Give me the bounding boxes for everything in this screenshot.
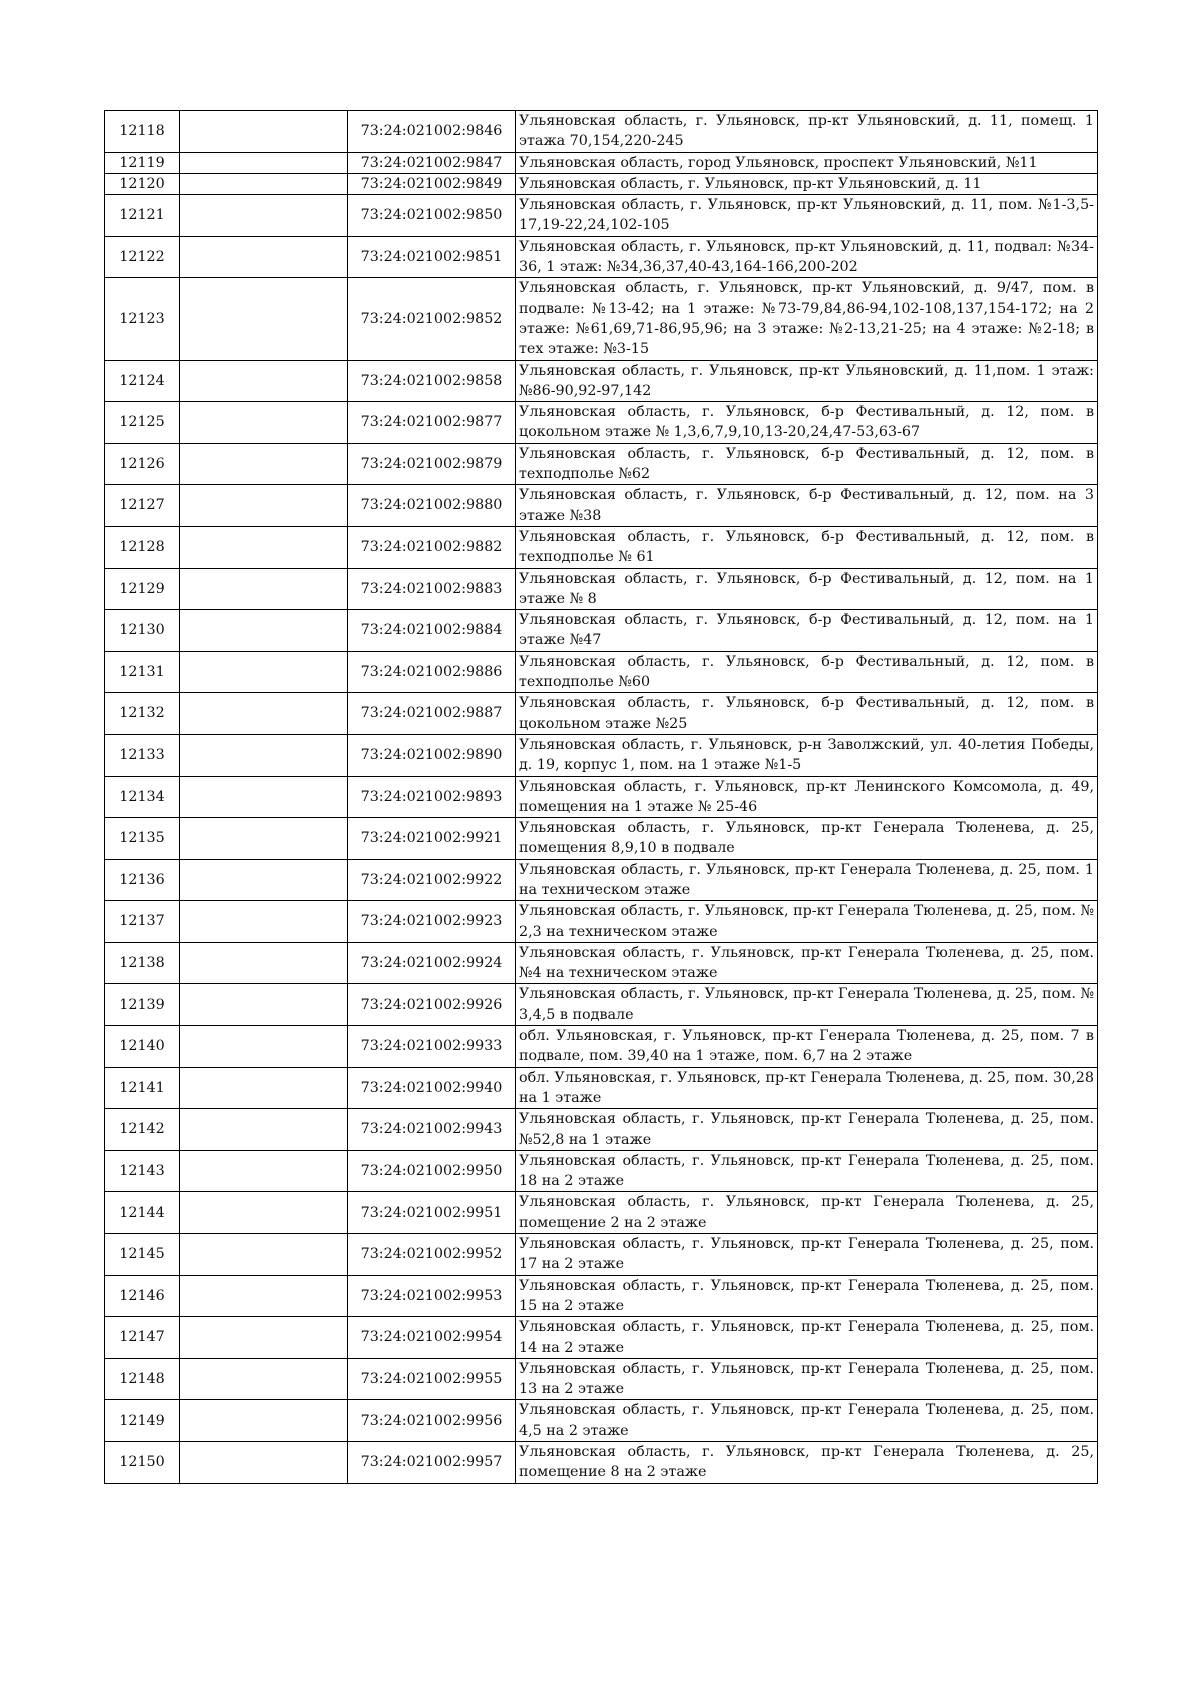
row-number-cell: 12120 xyxy=(105,173,180,194)
address-cell: Ульяновская область, г. Ульяновск, б-р Фестивальный, д. 12, пом. на 1 этаже № 8 xyxy=(516,568,1098,610)
cadastral-number-cell: 73:24:021002:9955 xyxy=(348,1358,516,1400)
object-name-cell xyxy=(180,1067,348,1109)
object-name-cell xyxy=(180,443,348,485)
object-name-cell xyxy=(180,693,348,735)
cadastral-number-cell: 73:24:021002:9879 xyxy=(348,443,516,485)
object-name-cell xyxy=(180,776,348,818)
cadastral-number-cell: 73:24:021002:9952 xyxy=(348,1234,516,1276)
address-cell: Ульяновская область, г. Ульяновск, б-р Фестивальный, д. 12, пом. на 3 этаже №38 xyxy=(516,485,1098,527)
table-row xyxy=(105,1234,1098,1276)
row-number-cell: 12119 xyxy=(105,152,180,173)
row-number-cell: 12133 xyxy=(105,734,180,776)
cadastral-number-cell: 73:24:021002:9846 xyxy=(348,111,516,153)
address-cell: Ульяновская область, г. Ульяновск, пр-кт Генерала Тюленева, д. 25, пом. №4 на техническом этаже xyxy=(516,942,1098,984)
table-row xyxy=(105,1067,1098,1109)
address-cell: Ульяновская область, г. Ульяновск, б-р Фестивальный, д. 12, пом. в техподполье № 61 xyxy=(516,526,1098,568)
cadastral-number-cell: 73:24:021002:9893 xyxy=(348,776,516,818)
table-row xyxy=(105,526,1098,568)
address-cell: Ульяновская область, г. Ульяновск, пр-кт Ульяновский, д. 11,пом. 1 этаж: №86-90,92-97,142 xyxy=(516,360,1098,402)
object-name-cell xyxy=(180,734,348,776)
table-row xyxy=(105,1150,1098,1192)
address-cell: Ульяновская область, г. Ульяновск, пр-кт Ульяновский, д. 11 xyxy=(516,173,1098,194)
object-name-cell xyxy=(180,402,348,444)
address-cell: Ульяновская область, г. Ульяновск, пр-кт Ульяновский, д. 11, подвал: №34-36, 1 этаж: №34,36,37,40-43,164-166,200-202 xyxy=(516,236,1098,278)
address-cell: Ульяновская область, г. Ульяновск, б-р Фестивальный, д. 12, пом. в техподполье №60 xyxy=(516,651,1098,693)
row-number-cell: 12135 xyxy=(105,818,180,860)
object-name-cell xyxy=(180,859,348,901)
object-name-cell xyxy=(180,1192,348,1234)
row-number-cell: 12144 xyxy=(105,1192,180,1234)
cadastral-number-cell: 73:24:021002:9951 xyxy=(348,1192,516,1234)
object-name-cell xyxy=(180,901,348,943)
cadastral-number-cell: 73:24:021002:9882 xyxy=(348,526,516,568)
row-number-cell: 12150 xyxy=(105,1442,180,1484)
table-row xyxy=(105,1275,1098,1317)
cadastral-number-cell: 73:24:021002:9877 xyxy=(348,402,516,444)
row-number-cell: 12141 xyxy=(105,1067,180,1109)
table-row xyxy=(105,1317,1098,1359)
address-cell: Ульяновская область, г. Ульяновск, пр-кт Генерала Тюленева, д. 25, пом. № 3,4,5 в подвале xyxy=(516,984,1098,1026)
cadastral-number-cell: 73:24:021002:9922 xyxy=(348,859,516,901)
cadastral-number-cell: 73:24:021002:9940 xyxy=(348,1067,516,1109)
row-number-cell: 12140 xyxy=(105,1026,180,1068)
address-cell: Ульяновская область, г. Ульяновск, пр-кт Ульяновский, д. 11, пом. №1-3,5-17,19-22,24,102-105 xyxy=(516,195,1098,237)
cadastral-number-cell: 73:24:021002:9880 xyxy=(348,485,516,527)
object-name-cell xyxy=(180,195,348,237)
address-cell: Ульяновская область, г. Ульяновск, пр-кт Ульяновский, д. 9/47, пом. в подвале: №13-42; на 1 этаже: №73-79,84,86-94,102-108,137,154-172; на 2 этаже: №61,69,71-86,95,96; на 3 этаже: №2-13,21-25; на 4 этаже: №2-18; в тех этаже: №3-15 xyxy=(516,278,1098,360)
cadastral-number-cell: 73:24:021002:9851 xyxy=(348,236,516,278)
object-name-cell xyxy=(180,651,348,693)
row-number-cell: 12124 xyxy=(105,360,180,402)
address-cell: Ульяновская область, г. Ульяновск, пр-кт Генерала Тюленева, д. 25, пом. 18 на 2 этаже xyxy=(516,1150,1098,1192)
row-number-cell: 12145 xyxy=(105,1234,180,1276)
cadastral-number-cell: 73:24:021002:9943 xyxy=(348,1109,516,1151)
row-number-cell: 12143 xyxy=(105,1150,180,1192)
row-number-cell: 12123 xyxy=(105,278,180,360)
cadastral-number-cell: 73:24:021002:9884 xyxy=(348,610,516,652)
table-row xyxy=(105,485,1098,527)
address-cell: Ульяновская область, город Ульяновск, проспект Ульяновский, №11 xyxy=(516,152,1098,173)
table-row xyxy=(105,402,1098,444)
row-number-cell: 12129 xyxy=(105,568,180,610)
row-number-cell: 12147 xyxy=(105,1317,180,1359)
object-name-cell xyxy=(180,1026,348,1068)
table-row xyxy=(105,360,1098,402)
object-name-cell xyxy=(180,485,348,527)
table-row xyxy=(105,1192,1098,1234)
cadastral-number-cell: 73:24:021002:9950 xyxy=(348,1150,516,1192)
table-row xyxy=(105,1442,1098,1484)
cadastral-number-cell: 73:24:021002:9849 xyxy=(348,173,516,194)
row-number-cell: 12126 xyxy=(105,443,180,485)
table-row xyxy=(105,443,1098,485)
row-number-cell: 12118 xyxy=(105,111,180,153)
row-number-cell: 12127 xyxy=(105,485,180,527)
table-body xyxy=(105,111,1098,1484)
address-cell: Ульяновская область, г. Ульяновск, пр-кт Генерала Тюленева, д. 25, пом. 1 на техническом этаже xyxy=(516,859,1098,901)
table-row xyxy=(105,236,1098,278)
table-row xyxy=(105,278,1098,360)
object-name-cell xyxy=(180,1234,348,1276)
address-cell: Ульяновская область, г. Ульяновск, б-р Фестивальный, д. 12, пом. на 1 этаже №47 xyxy=(516,610,1098,652)
object-name-cell xyxy=(180,152,348,173)
row-number-cell: 12131 xyxy=(105,651,180,693)
property-register-table xyxy=(104,110,1098,1484)
cadastral-number-cell: 73:24:021002:9957 xyxy=(348,1442,516,1484)
cadastral-number-cell: 73:24:021002:9852 xyxy=(348,278,516,360)
address-cell: Ульяновская область, г. Ульяновск, пр-кт Генерала Тюленева, д. 25, пом. 13 на 2 этаже xyxy=(516,1358,1098,1400)
address-cell: Ульяновская область, г. Ульяновск, пр-кт Генерала Тюленева, д. 25, пом. 14 на 2 этаже xyxy=(516,1317,1098,1359)
object-name-cell xyxy=(180,1109,348,1151)
address-cell: Ульяновская область, г. Ульяновск, б-р Фестивальный, д. 12, пом. в цокольном этаже №25 xyxy=(516,693,1098,735)
cadastral-number-cell: 73:24:021002:9921 xyxy=(348,818,516,860)
table-row xyxy=(105,1400,1098,1442)
cadastral-number-cell: 73:24:021002:9858 xyxy=(348,360,516,402)
address-cell: Ульяновская область, г. Ульяновск, пр-кт Генерала Тюленева, д. 25, помещение 8 на 2 этаже xyxy=(516,1442,1098,1484)
row-number-cell: 12137 xyxy=(105,901,180,943)
cadastral-number-cell: 73:24:021002:9926 xyxy=(348,984,516,1026)
address-cell: Ульяновская область, г. Ульяновск, пр-кт Генерала Тюленева, д. 25, пом. № 2,3 на техническом этаже xyxy=(516,901,1098,943)
row-number-cell: 12122 xyxy=(105,236,180,278)
object-name-cell xyxy=(180,1358,348,1400)
table-row xyxy=(105,195,1098,237)
cadastral-number-cell: 73:24:021002:9933 xyxy=(348,1026,516,1068)
table-row xyxy=(105,610,1098,652)
address-cell: Ульяновская область, г. Ульяновск, б-р Фестивальный, д. 12, пом. в техподполье №62 xyxy=(516,443,1098,485)
cadastral-number-cell: 73:24:021002:9923 xyxy=(348,901,516,943)
table-row xyxy=(105,111,1098,153)
cadastral-number-cell: 73:24:021002:9953 xyxy=(348,1275,516,1317)
table-row xyxy=(105,734,1098,776)
address-cell: Ульяновская область, г. Ульяновск, пр-кт Генерала Тюленева, д. 25, пом. 4,5 на 2 этаже xyxy=(516,1400,1098,1442)
object-name-cell xyxy=(180,360,348,402)
object-name-cell xyxy=(180,173,348,194)
address-cell: обл. Ульяновская, г. Ульяновск, пр-кт Генерала Тюленева, д. 25, пом. 30,28 на 1 этаже xyxy=(516,1067,1098,1109)
cadastral-number-cell: 73:24:021002:9954 xyxy=(348,1317,516,1359)
object-name-cell xyxy=(180,1442,348,1484)
object-name-cell xyxy=(180,1150,348,1192)
row-number-cell: 12136 xyxy=(105,859,180,901)
row-number-cell: 12134 xyxy=(105,776,180,818)
table-row xyxy=(105,818,1098,860)
address-cell: обл. Ульяновская, г. Ульяновск, пр-кт Генерала Тюленева, д. 25, пом. 7 в подвале, пом. 39,40 на 1 этаже, пом. 6,7 на 2 этаже xyxy=(516,1026,1098,1068)
table-row xyxy=(105,152,1098,173)
object-name-cell xyxy=(180,1400,348,1442)
object-name-cell xyxy=(180,1275,348,1317)
address-cell: Ульяновская область, г. Ульяновск, пр-кт Генерала Тюленева, д. 25, пом. 15 на 2 этаже xyxy=(516,1275,1098,1317)
object-name-cell xyxy=(180,984,348,1026)
row-number-cell: 12146 xyxy=(105,1275,180,1317)
row-number-cell: 12130 xyxy=(105,610,180,652)
row-number-cell: 12139 xyxy=(105,984,180,1026)
address-cell: Ульяновская область, г. Ульяновск, пр-кт Ленинского Комсомола, д. 49, помещения на 1 этаже № 25-46 xyxy=(516,776,1098,818)
row-number-cell: 12148 xyxy=(105,1358,180,1400)
table-row xyxy=(105,859,1098,901)
table-row xyxy=(105,568,1098,610)
table-row xyxy=(105,776,1098,818)
object-name-cell xyxy=(180,236,348,278)
address-cell: Ульяновская область, г. Ульяновск, р-н Заволжский, ул. 40-летия Победы, д. 19, корпус 1, пом. на 1 этаже №1-5 xyxy=(516,734,1098,776)
table-row xyxy=(105,651,1098,693)
row-number-cell: 12121 xyxy=(105,195,180,237)
cadastral-number-cell: 73:24:021002:9924 xyxy=(348,942,516,984)
table-row xyxy=(105,1358,1098,1400)
table-row xyxy=(105,693,1098,735)
table-row xyxy=(105,984,1098,1026)
object-name-cell xyxy=(180,568,348,610)
address-cell: Ульяновская область, г. Ульяновск, пр-кт Генерала Тюленева, д. 25, помещение 2 на 2 этаже xyxy=(516,1192,1098,1234)
object-name-cell xyxy=(180,818,348,860)
object-name-cell xyxy=(180,111,348,153)
address-cell: Ульяновская область, г. Ульяновск, б-р Фестивальный, д. 12, пом. в цокольном этаже № 1,3,6,7,9,10,13-20,24,47-53,63-67 xyxy=(516,402,1098,444)
object-name-cell xyxy=(180,278,348,360)
table-row xyxy=(105,173,1098,194)
table-row xyxy=(105,1109,1098,1151)
table-row xyxy=(105,901,1098,943)
cadastral-number-cell: 73:24:021002:9956 xyxy=(348,1400,516,1442)
table-row xyxy=(105,1026,1098,1068)
row-number-cell: 12149 xyxy=(105,1400,180,1442)
row-number-cell: 12128 xyxy=(105,526,180,568)
cadastral-number-cell: 73:24:021002:9850 xyxy=(348,195,516,237)
cadastral-number-cell: 73:24:021002:9886 xyxy=(348,651,516,693)
cadastral-number-cell: 73:24:021002:9890 xyxy=(348,734,516,776)
row-number-cell: 12142 xyxy=(105,1109,180,1151)
cadastral-number-cell: 73:24:021002:9887 xyxy=(348,693,516,735)
row-number-cell: 12132 xyxy=(105,693,180,735)
address-cell: Ульяновская область, г. Ульяновск, пр-кт Генерала Тюленева, д. 25, помещения 8,9,10 в подвале xyxy=(516,818,1098,860)
address-cell: Ульяновская область, г. Ульяновск, пр-кт Генерала Тюленева, д. 25, пом. 17 на 2 этаже xyxy=(516,1234,1098,1276)
object-name-cell xyxy=(180,610,348,652)
row-number-cell: 12138 xyxy=(105,942,180,984)
address-cell: Ульяновская область, г. Ульяновск, пр-кт Ульяновский, д. 11, помещ. 1 этажа 70,154,220-245 xyxy=(516,111,1098,153)
cadastral-number-cell: 73:24:021002:9847 xyxy=(348,152,516,173)
address-cell: Ульяновская область, г. Ульяновск, пр-кт Генерала Тюленева, д. 25, пом. №52,8 на 1 этаже xyxy=(516,1109,1098,1151)
row-number-cell: 12125 xyxy=(105,402,180,444)
table-row xyxy=(105,942,1098,984)
object-name-cell xyxy=(180,526,348,568)
object-name-cell xyxy=(180,942,348,984)
cadastral-number-cell: 73:24:021002:9883 xyxy=(348,568,516,610)
object-name-cell xyxy=(180,1317,348,1359)
